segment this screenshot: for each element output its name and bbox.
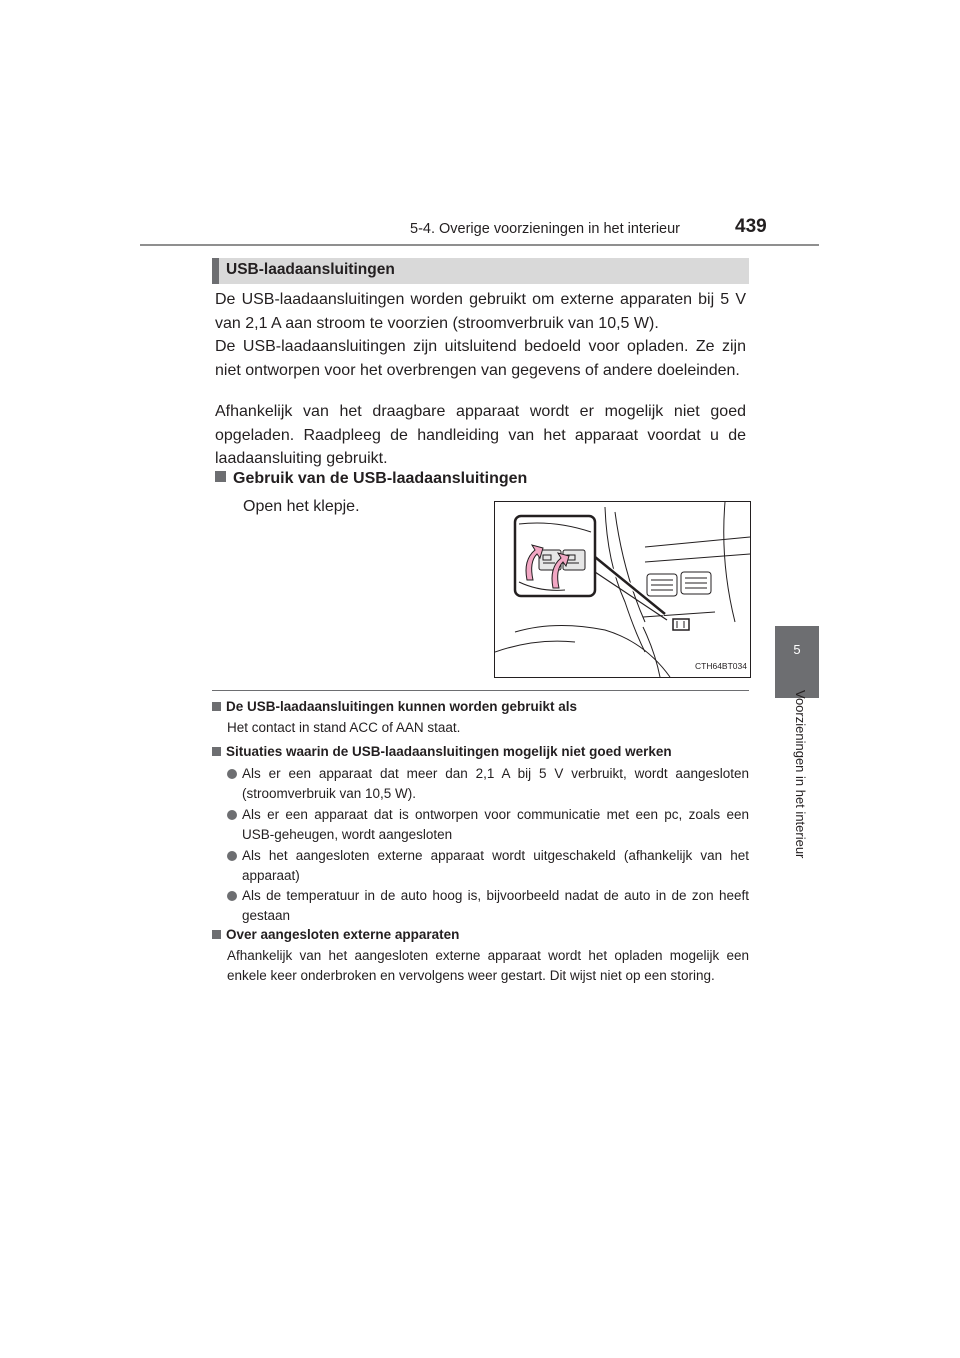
- subheading-text: Gebruik van de USB-laadaansluitingen: [233, 470, 528, 487]
- bullet-dot-icon: [227, 851, 237, 861]
- square-bullet-icon: [212, 747, 221, 756]
- notes-divider: [212, 690, 749, 691]
- note-text: Afhankelijk van het aangesloten externe apparaat wordt het opladen mogelijk een enkele keer onderbroken en vervolgens weer gestart. Dit wijst niet op een storing.: [227, 948, 749, 983]
- body-paragraph: Afhankelijk van het draagbare apparaat wordt er mogelijk niet goed opgeladen. Raadpleeg de handleiding van het apparaat voordat u de laadaansluiting gebruikt.: [215, 403, 746, 467]
- note-heading: [212, 927, 459, 942]
- chapter-tab-number: 5: [793, 642, 801, 657]
- square-bullet-icon: [212, 930, 221, 939]
- usb-cover-drawing: [495, 502, 750, 677]
- bullet-text: Als de temperatuur in de auto hoog is, bijvoorbeeld nadat de auto in de zon heeft gestaan: [242, 888, 749, 923]
- illustration-code: CTH64BT034: [695, 661, 747, 671]
- header-rule: [140, 244, 819, 246]
- chapter-tab-label: Voorzieningen in het interieur: [793, 690, 808, 859]
- bullet-text: Als er een apparaat dat is ontworpen voor communicatie met een pc, zoals een USB-geheugen, wordt aangesloten: [242, 807, 749, 842]
- note-heading-text: Situaties waarin de USB-laadaansluitingen mogelijk niet goed werken: [226, 744, 672, 759]
- bullet-dot-icon: [227, 891, 237, 901]
- note-heading-text: De USB-laadaansluitingen kunnen worden gebruikt als: [226, 699, 578, 714]
- note-text: Het contact in stand ACC of AAN staat.: [227, 720, 461, 735]
- page-number: 439: [735, 216, 767, 237]
- body-paragraph: De USB-laadaansluitingen zijn uitsluitend bedoeld voor opladen. Ze zijn niet ontworpen voor het overbrengen van gegevens of andere doeleinden.: [215, 338, 746, 379]
- section-heading-marker: [212, 258, 219, 284]
- instruction-text: Open het klepje.: [243, 498, 360, 515]
- usb-port-illustration: [494, 501, 751, 678]
- note-heading: [212, 744, 672, 759]
- bullet-text: Als er een apparaat dat meer dan 2,1 A bij 5 V verbruikt, wordt aangesloten (stroomverbruik van 10,5 W).: [242, 766, 749, 801]
- running-header: 5-4. Overige voorzieningen in het interieur: [410, 221, 681, 237]
- chapter-tab: [775, 626, 819, 698]
- subheading: [215, 470, 527, 488]
- bullet-text: Als het aangesloten externe apparaat wordt uitgeschakeld (afhankelijk van het apparaat): [242, 848, 749, 883]
- square-bullet-icon: [212, 702, 221, 711]
- square-bullet-icon: [215, 471, 226, 482]
- section-title: USB-laadaansluitingen: [226, 261, 395, 278]
- note-heading: [212, 699, 577, 714]
- bullet-dot-icon: [227, 769, 237, 779]
- note-heading-text: Over aangesloten externe apparaten: [226, 927, 460, 942]
- body-paragraph: De USB-laadaansluitingen worden gebruikt om externe apparaten bij 5 V van 2,1 A aan stroom te voorzien (stroomverbruik van 10,5 W).: [215, 291, 746, 332]
- bullet-dot-icon: [227, 810, 237, 820]
